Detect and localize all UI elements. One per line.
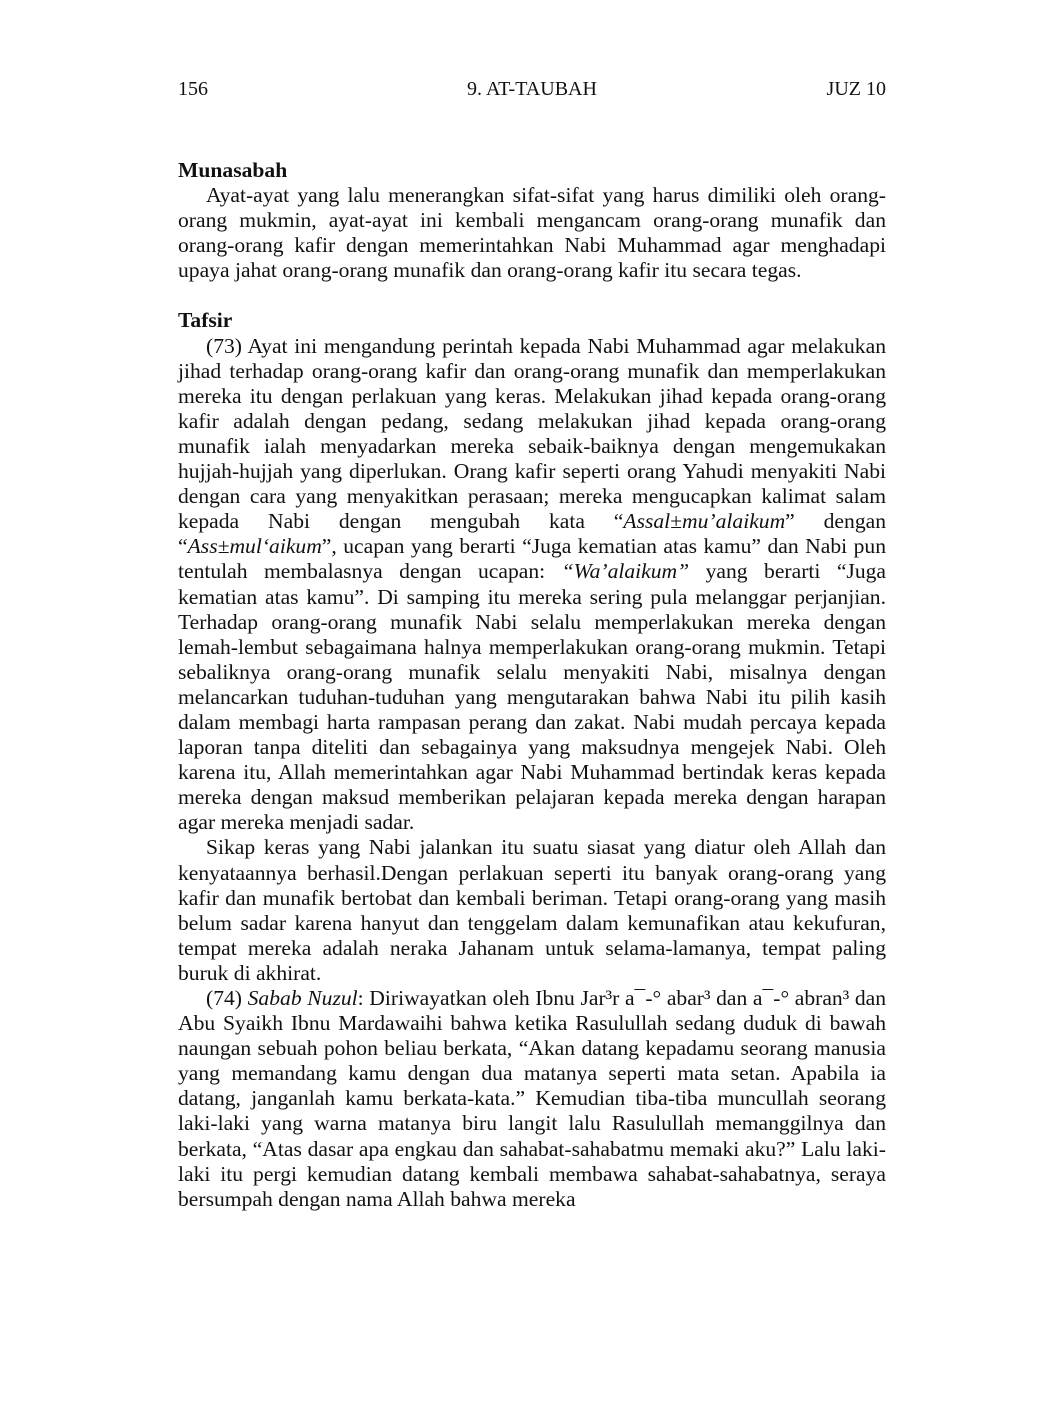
tafsir-paragraph-73 — [178, 334, 886, 836]
paragraph-text: ”, ucapan yang berarti “Juga kematian atas kamu” dan Nabi pun tentulah membalasnya dengan ucapan: — [178, 534, 886, 584]
tafsir-paragraph-sikap: Sikap keras yang Nabi jalankan itu suatu siasat yang diatur oleh Allah dan kenyataannya berhasil.Dengan perlakuan seperti itu banyak orang-orang yang kafir dan munafik bertobat dan kembali beriman. Tetapi orang-orang yang masih belum sadar karena hanyut dan tenggelam dalam kemunafikan atau kekufuran, tempat mereka adalah neraka Jahanam untuk selama-lamanya, tempat paling buruk di akhirat. — [178, 835, 886, 985]
verse-number: (74) — [206, 986, 248, 1010]
munasabah-heading: Munasabah — [178, 158, 288, 182]
page-body — [178, 158, 886, 1212]
juz-label: JUZ 10 — [826, 78, 886, 100]
italic-term: Sabab Nuzul — [247, 986, 358, 1010]
page-header — [178, 76, 886, 102]
italic-term: Ass±mul‘aikum — [187, 534, 322, 559]
section-spacer — [178, 283, 886, 308]
italic-term: “Wa’alaikum” — [561, 559, 690, 584]
paragraph-text: ” dengan “ — [178, 509, 886, 559]
tafsir-paragraph-74 — [178, 986, 886, 1212]
italic-term: Assal±mu’alaikum — [623, 509, 786, 534]
chapter-title: 9. AT-TAUBAH — [467, 78, 597, 100]
paragraph-text: (73) Ayat ini mengandung perintah kepada Nabi Muhammad agar melakukan jihad terhadap orang-orang kafir dan orang-orang munafik dan memperlakukan mereka itu dengan perlakuan yang keras. Melakukan jihad kepada orang-orang kafir adalah dengan pedang, sedang melakukan jihad kepada orang-orang munafik ialah menyadarkan mereka sebaik-baiknya dengan mengemukakan hujjah-hujjah yang diperlukan. Orang kafir seperti orang Yahudi menyakiti Nabi dengan cara yang menyakitkan perasaan; mereka mengucapkan kalimat salam kepada Nabi dengan mengubah kata “ — [178, 333, 886, 534]
paragraph-text: : Diriwayatkan oleh Ibnu Jar³r a¯-° abar³ dan a¯-° abran³ dan Abu Syaikh Ibnu Mardawaihi bahwa ketika Rasulullah sedang duduk di bawah naungan sebuah pohon beliau berkata, “Akan datang kepadamu seorang manusia yang memandang kamu dengan dua matanya seperti mata setan. Apabila ia datang, janganlah kamu berkata-kata.” Kemudian tiba-tiba muncullah seorang laki-laki yang warna matanya biru langit lalu Rasulullah memanggilnya dan berkata, “Atas dasar apa engkau dan sahabat-sahabatmu memaki aku?” Lalu laki-laki itu pergi kemudian datang kembali membawa sahabat-sahabatnya, seraya bersumpah dengan nama Allah bahwa mereka — [178, 986, 887, 1211]
munasabah-paragraph: Ayat-ayat yang lalu menerangkan sifat-sifat yang harus dimiliki oleh orang-orang mukmin, ayat-ayat ini kembali mengancam orang-orang munafik dan orang-orang kafir dengan memerintahkan Nabi Muhammad agar menghadapi upaya jahat orang-orang munafik dan orang-orang kafir itu secara tegas. — [178, 183, 886, 283]
paragraph-text: yang berarti “Juga kematian atas kamu”. Di samping itu mereka sering pula melanggar perjanjian. Terhadap orang-orang munafik Nabi selalu memperlakukan mereka dengan lemah-lembut sebagaimana halnya memperlakukan orang-orang mukmin. Tetapi sebaliknya orang-orang munafik selalu menyakiti Nabi, misalnya dengan melancarkan tuduhan-tuduhan yang mengutarakan bahwa Nabi itu pilih kasih dalam membagi harta rampasan perang dan zakat. Nabi mudah percaya kepada laporan tanpa diteliti dan sebagainya yang maksudnya mengejek Nabi. Oleh karena itu, Allah memerintahkan agar Nabi Muhammad bertindak keras kepada mereka dengan maksud memberikan pelajaran kepada mereka dengan harapan agar mereka menjadi sadar. — [178, 559, 887, 835]
page-number: 156 — [178, 78, 208, 100]
tafsir-heading: Tafsir — [178, 308, 233, 333]
